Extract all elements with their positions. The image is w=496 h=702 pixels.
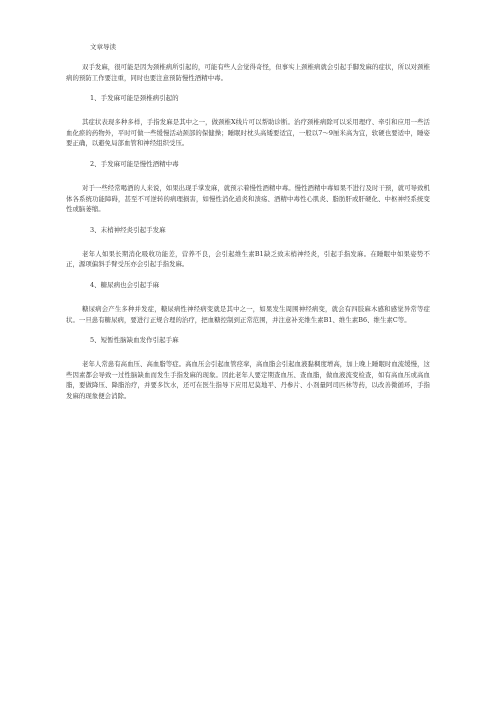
section-body-5: 老年人常患有高血压、高血脂等症。高血压会引起血管痉挛，高血脂会引起血液黏稠度增高，加上晚上睡眠时血流缓慢，这些因素都会导致一过性脑缺血而发生手指发麻的现象。因此老年人要定期查血压、查血脂，做血液流变检查，如有高血压或高血脂，要做降压、降脂治疗，并要多饮水，还可在医生指导下应用尼莫地平、丹参片、小剂量阿司匹林等药，以改善微循环，手指发麻的现象便会消除。 <box>66 360 430 400</box>
section-title-3: 3、末梢神经炎引起手发麻 <box>90 225 166 234</box>
section-body-4: 糖尿病会产生多种并发症，糖尿病性神经病变就是其中之一，如果发生周围神经病变，就会有四肢麻木感和感觉异常等症状。一旦患有糖尿病，要进行正规合理的治疗，把血糖控制到正常范围，并注意补充维生素B1、维生素B6、维生素C等。 <box>66 304 430 324</box>
section-title-1: 1、手发麻可能是颈椎病引起的 <box>90 94 179 103</box>
intro-paragraph: 双手发麻，很可能是因为颈椎病所引起的，可能有些人会觉得奇怪，但事实上颈椎病就会引起手脚发麻的症状，所以对颈椎病的预防工作要注重，同时也要注意预防慢性酒精中毒。 <box>66 63 430 82</box>
document-heading: 文章导读 <box>90 43 116 51</box>
section-title-4: 4、糖尿病也会引起手麻 <box>90 280 160 289</box>
section-body-2: 对于一些经常喝酒的人来说，如果出现手掌发麻，就预示着慢性酒精中毒。慢性酒精中毒如果不进行及时干预，就可导致机体各系统功能障碍，甚至不可逆转的病理损害，如慢性消化道炎和溃疡、酒精中毒性心肌炎、脂肪肝或肝硬化、中枢神经系统变性或脑萎缩。 <box>66 183 430 214</box>
section-body-3: 老年人如果长期消化吸收功能差，营养不良，会引起维生素B1缺乏致末梢神经炎，引起手指发麻。在睡眠中如果姿势不正，源项偏斜手臂受压亦会引起手指发麻。 <box>66 249 430 269</box>
section-title-2: 2、手发麻可能是慢性酒精中毒 <box>90 159 179 168</box>
section-title-5: 5、短暂性脑缺血发作引起手麻 <box>90 336 179 345</box>
section-body-1: 其症状表现多种多样，手指发麻是其中之一，做颈椎X线片可以帮助诊断。治疗颈椎病除可以采用理疗、牵引和应用一些活血化瘀的药物外，平时可做一些缓慢活动颈部的保健操；睡眠时枕头高矮要适宜，一般以7～9厘米高为宜，软硬也要适中，睡姿要正确，以避免局部血管和神经组织受压。 <box>66 118 430 148</box>
